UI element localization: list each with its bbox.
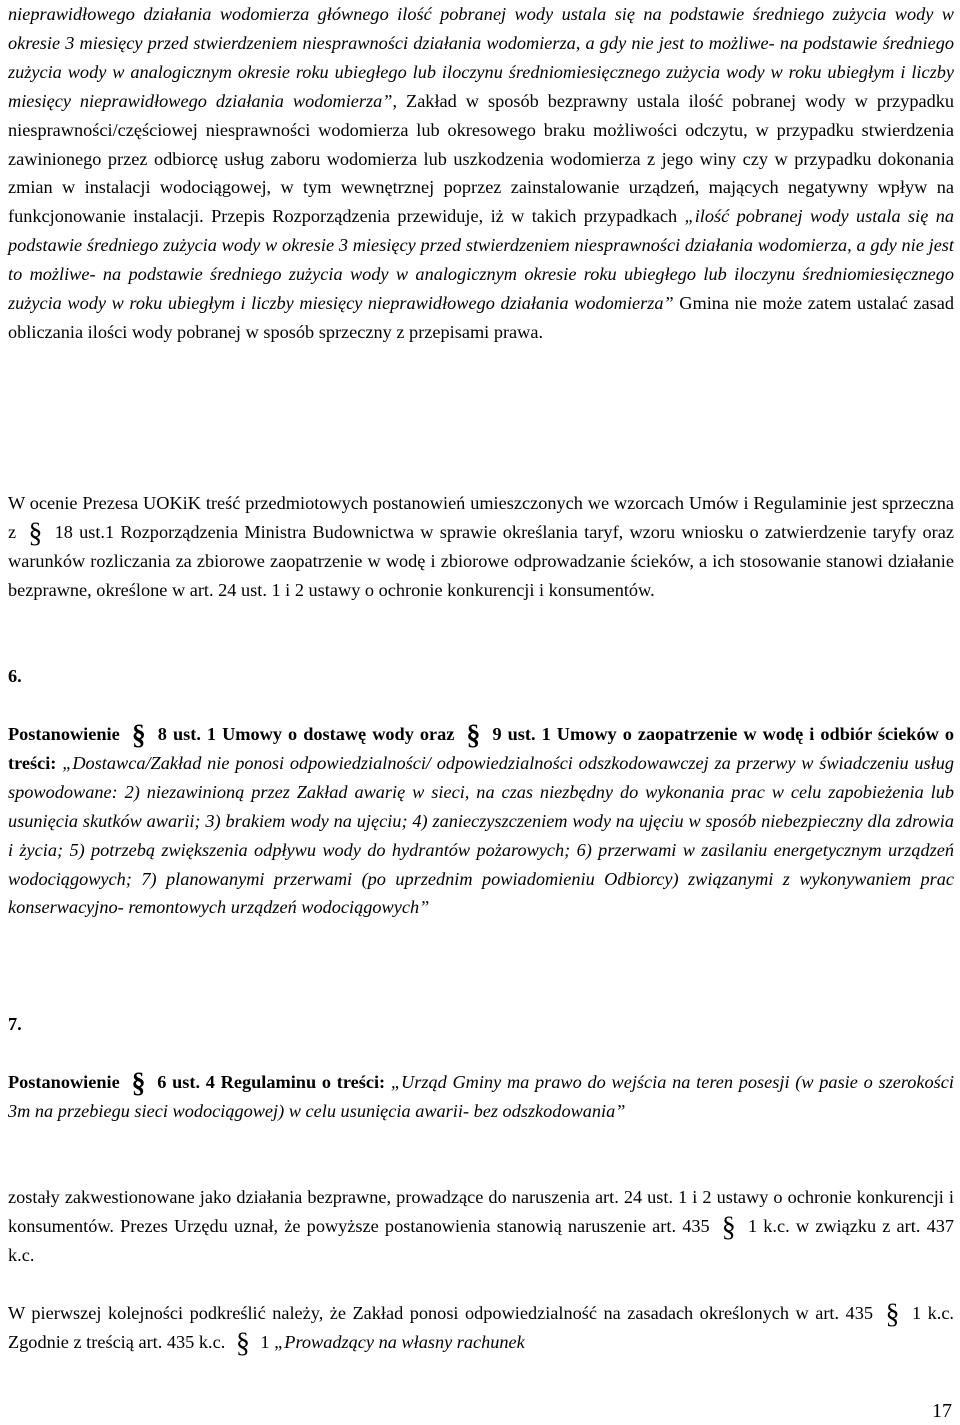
- section-number-6: 6.: [8, 666, 22, 686]
- body-text: Gmina nie może zatem ustalać zasad obliczania ilości wody pobranej w sposób sprzeczny z przepisami prawa.: [8, 293, 954, 342]
- section-sign: §: [885, 1299, 900, 1330]
- paragraph-uokik-assessment: W ocenie Prezesa UOKiK treść przedmiotowych postanowień umieszczonych we wzorcach Umów i Regulaminie jest sprzeczna z § 18 ust.1 Rozporządzenia Ministra Budownictwa w sprawie określania taryf, wzoru wniosku o zatwierdzenie taryfy oraz warunków rozliczania za zbiorowe zaopatrzenie w wodę i zbiorowe odprowadzanie ścieków, a ich stosowanie stanowi działanie bezprawne, określone w art. 24 ust. 1 i 2 ustawy o ochronie konkurencji i konsumentów.: [8, 493, 954, 600]
- section-sign: §: [721, 1211, 736, 1243]
- section-sign: §: [466, 720, 481, 751]
- paragraph-clause-7: Postanowienie § 6 ust. 4 Regulaminu o treści: „Urząd Gminy ma prawo do wejścia na teren posesji (w pasie o szerokości 3m na przebiegu sieci wodociągowej) w celu usunięcia awarii- bez odszkodowania”: [8, 1068, 954, 1121]
- section-sign: §: [28, 517, 43, 549]
- paragraph-liability: W pierwszej kolejności podkreślić należy, że Zakład ponosi odpowiedzialność na zasadach określonych w art. 435 § 1 k.c. Zgodnie z treścią art. 435 k.c. § 1 „Prowadzący na własny rachunek: [8, 1299, 954, 1359]
- quoted-regulation-text: nieprawidłowego działania wodomierza głównego ilość pobranej wody ustala się na podstawie średniego zużycia wody w okresie 3 miesięcy przed stwierdzeniem niesprawności działania wodomierza, a gdy nie jest to możliwe- na podstawie średniego zużycia wody w analogicznym okresie roku ubiegłego lub iloczynu średniomiesięcznego zużycia wody w roku ubiegłym i liczby miesięcy nieprawidłowego działania wodomierza”: [8, 4, 954, 111]
- paragraph-meter-estimation: [8, 0, 954, 347]
- paragraph-clause-6: Postanowienie § 8 ust. 1 Umowy o dostawę wody oraz § 9 ust. 1 Umowy o zaopatrzenie w wodę i odbiór ścieków o treści: „Dostawca/Zakład nie ponosi odpowiedzialności/ odpowiedzialności odszkodowawczej za przerwy w świadczeniu usług spowodowane: 2) niezawinioną przez Zakład awarię w sieci, na czas niezbędny do wykonania prac w celu zapobieżenia lub usunięcia skutków awarii; 3) brakiem wody na ujęciu; 4) zanieczyszczeniem wody na ujęciu w sposób niebezpieczny dla zdrowia i życia; 5) potrzebą zwiększenia odpływu wody do hydrantów pożarowych; 6) przerwami w zasilaniu energetycznym urządzeń wodociągowych; 7) planowanymi przerwami (po uprzednim powiadomieniu Odbiorcy) związanymi z wykonywaniem prac konserwacyjno- remontowych urządzeń wodociągowych”: [8, 720, 955, 918]
- paragraph-violation: zostały zakwestionowane jako działania bezprawne, prowadzące do naruszenia art. 24 ust. 1 i 2 ustawy o ochronie konkurencji i konsumentów. Prezes Urzędu uznał, że powyższe postanowienia stanowią naruszenie art. 435 § 1 k.c. w związku z art. 437 k.c.: [8, 1187, 954, 1265]
- page-number: 17: [932, 1400, 952, 1422]
- body-text: , Zakład w sposób bezprawny ustala ilość pobranej wody w przypadku niesprawności/częściowej niesprawności wodomierza lub okresowego braku możliwości odczytu, w przypadku stwierdzenia zawinionego przez odbiorcę usług zaboru wodomierza lub uszkodzenia wodomierza z jego winy czy w przypadku dokonania zmian w instalacji wodociągowej, w tym wewnętrznej poprzez zainstalowanie urządzeń, mających negatywny wpływ na funkcjonowanie instalacji. Przepis Rozporządzenia przewiduje, iż w takich przypadkach: [8, 90, 954, 227]
- quoted-clause-text: „Dostawca/Zakład nie ponosi odpowiedzialności/ odpowiedzialności odszkodowawczej za przerwy w świadczeniu usług spowodowane: 2) niezawinioną przez Zakład awarię w sieci, na czas niezbędny do wykonania prac w celu zapobieżenia lub usunięcia skutków awarii; 3) brakiem wody na ujęciu; 4) zanieczyszczeniem wody na ujęciu w sposób niebezpieczny dla zdrowia i życia; 5) potrzebą zwiększenia odpływu wody do hydrantów pożarowych; 6) przerwami w zasilaniu energetycznym urządzeń wodociągowych; 7) planowanymi przerwami (po uprzednim powiadomieniu Odbiorcy) związanymi z wykonywaniem prac konserwacyjno- remontowych urządzeń wodociągowych”: [8, 752, 955, 918]
- section-sign: §: [131, 1068, 146, 1099]
- section-sign: §: [235, 1327, 250, 1359]
- quoted-regulation-text: „ilość pobranej wody ustala się na podstawie średniego zużycia wody w okresie 3 miesięcy przed stwierdzeniem niesprawności działania wodomierza, a gdy nie jest to możliwe- na podstawie średniego zużycia wody w analogicznym okresie roku ubiegłego lub iloczynu średniomiesięcznego zużycia wody w roku ubiegłym i liczby miesięcy nieprawidłowego działania wodomierza”: [8, 206, 954, 314]
- section-number-7: 7.: [8, 1014, 22, 1034]
- section-sign: §: [131, 720, 146, 751]
- quoted-clause-text: „Urząd Gminy ma prawo do wejścia na teren posesji (w pasie o szerokości 3m na przebiegu sieci wodociągowej) w celu usunięcia awarii- bez odszkodowania”: [8, 1072, 954, 1121]
